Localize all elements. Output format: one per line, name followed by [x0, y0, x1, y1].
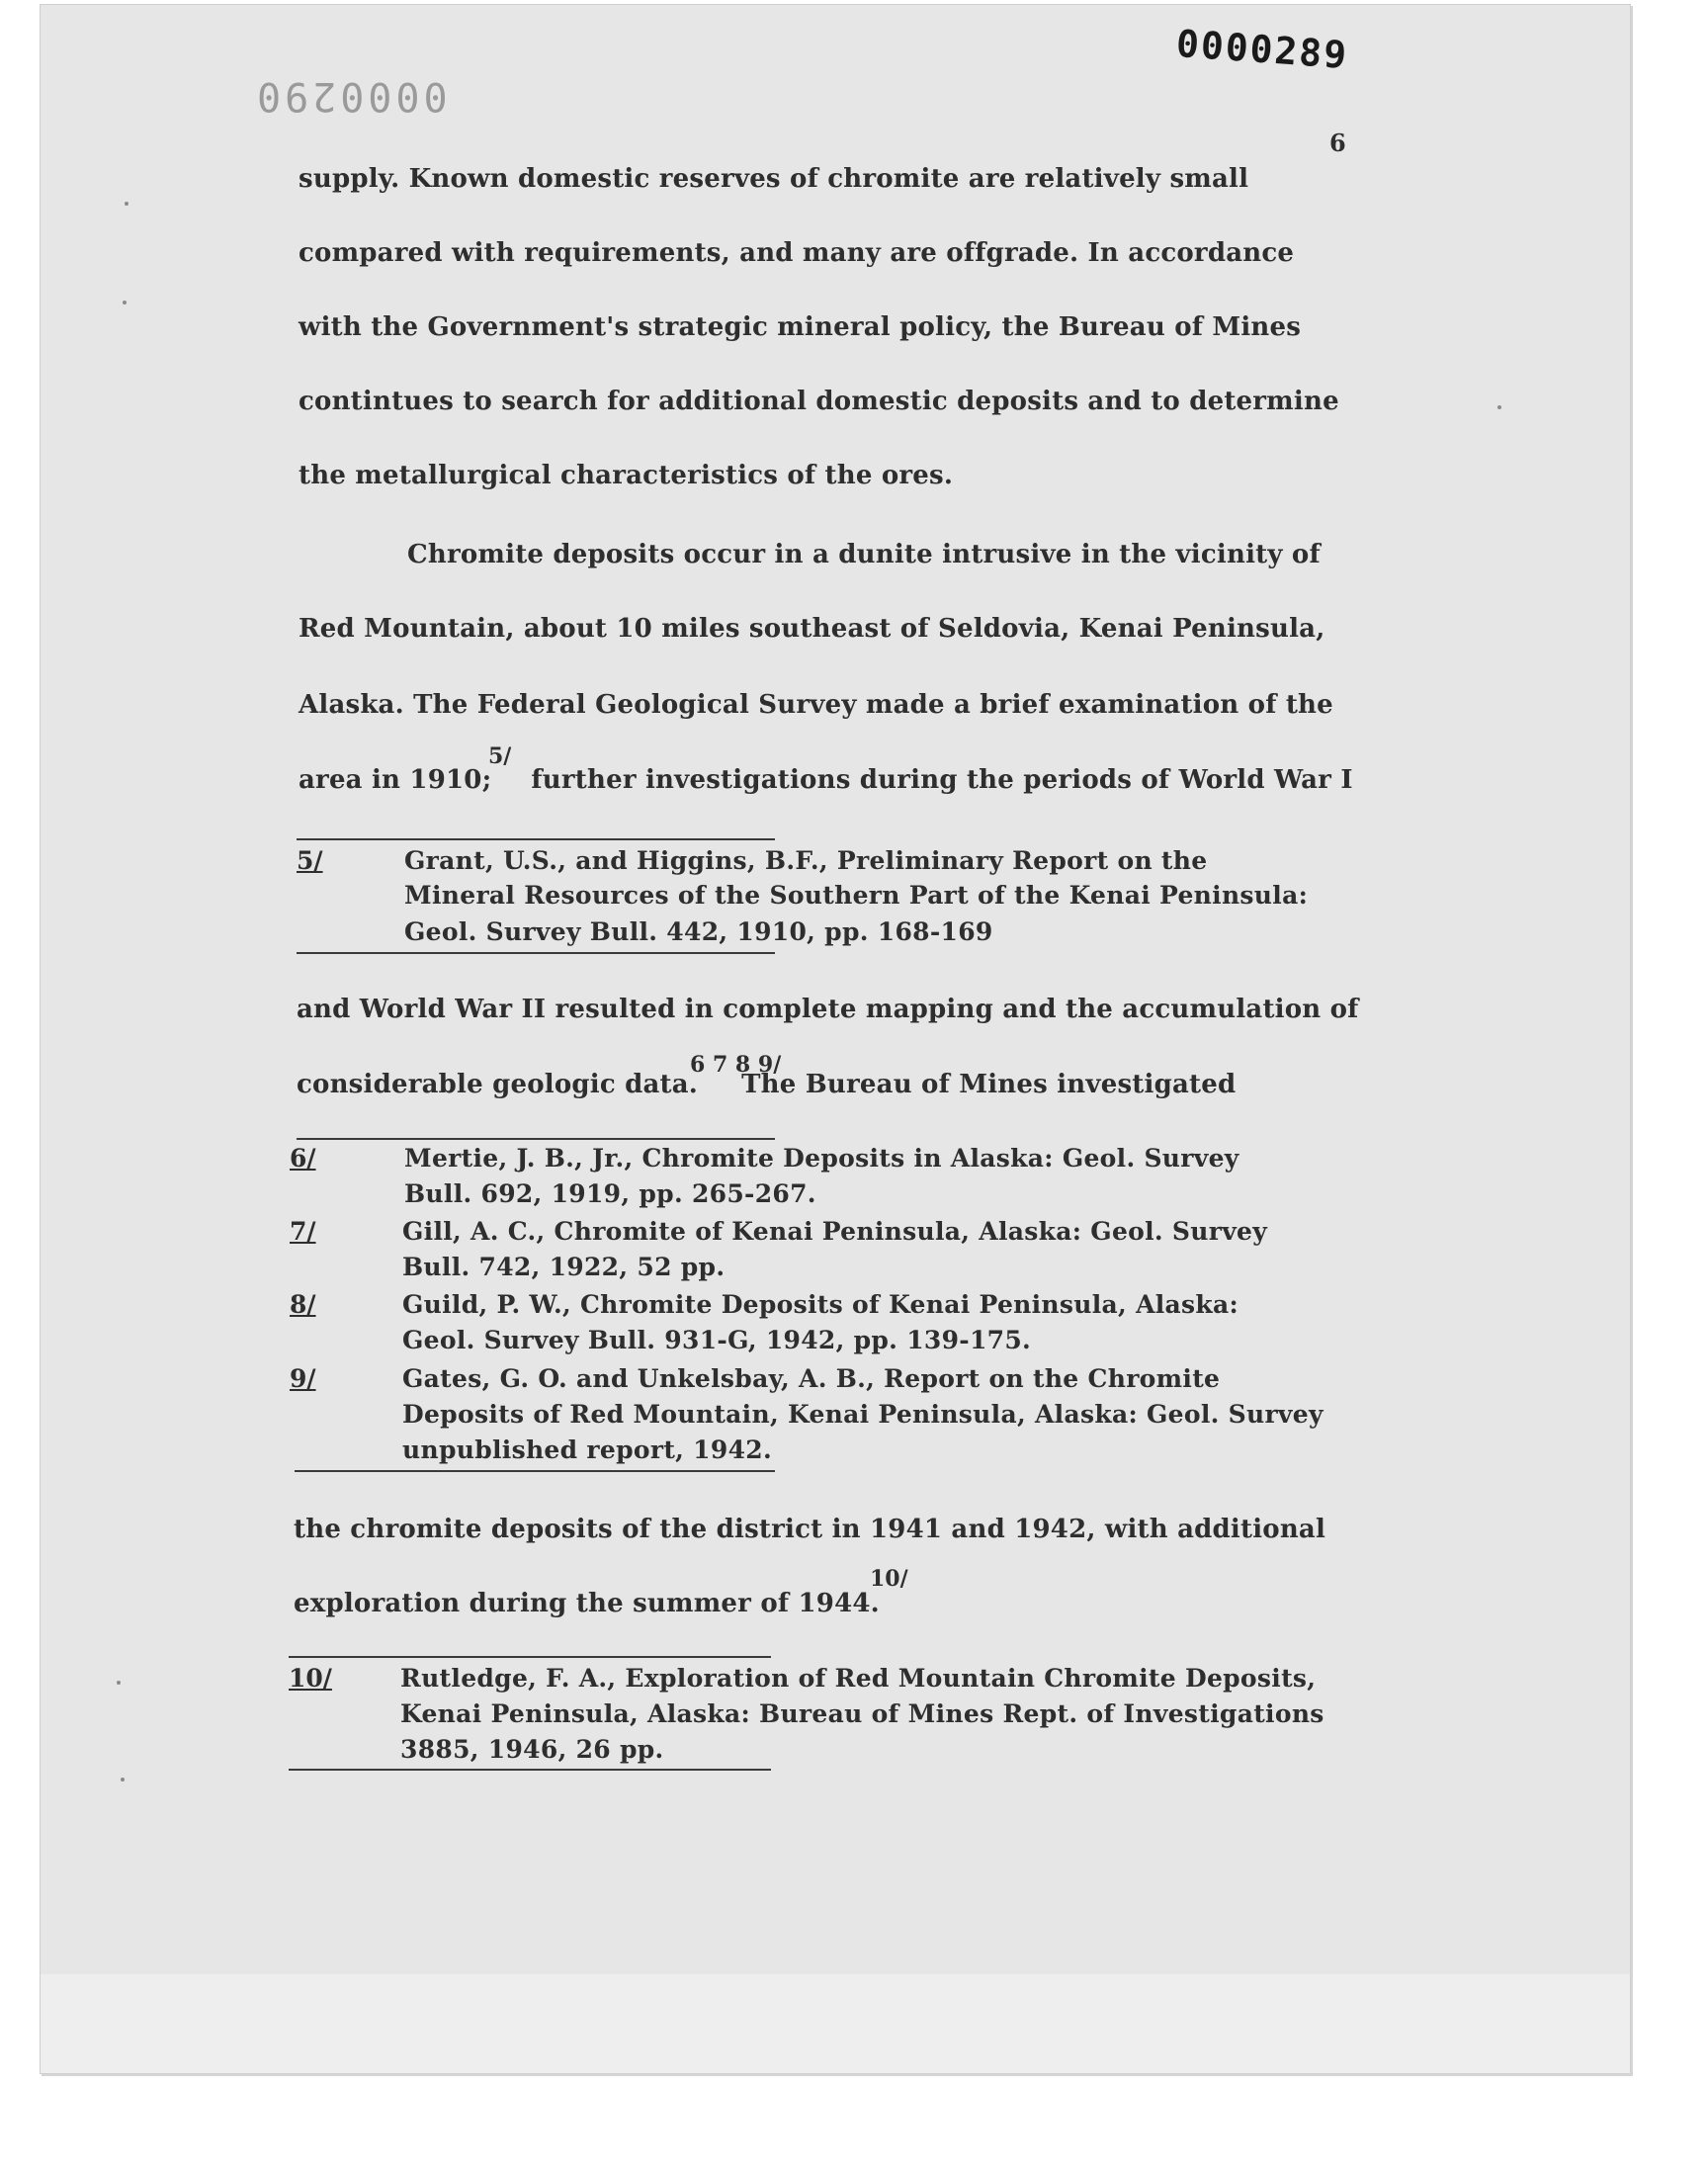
footnote-text: Bull. 742, 1922, 52 pp.	[402, 1253, 726, 1281]
body-text: area in 1910;	[299, 765, 492, 795]
body-line: exploration during the summer of 1944.	[294, 1589, 880, 1618]
body-line	[299, 765, 1353, 795]
body-text: considerable geologic data.	[297, 1070, 699, 1099]
body-line: contintues to search for additional domestic deposits and to determine	[299, 387, 1339, 416]
body-line: Alaska. The Federal Geological Survey made a brief examination of the	[299, 690, 1333, 720]
footnote-text: Gates, G. O. and Unkelsbay, A. B., Report on the Chromite	[402, 1364, 1221, 1393]
body-line: the chromite deposits of the district in 1941 and 1942, with additional	[294, 1515, 1326, 1544]
footnote-text: Mertie, J. B., Jr., Chromite Deposits in Alaska: Geol. Survey	[404, 1144, 1239, 1173]
footnote-text: Bull. 692, 1919, pp. 265-267.	[404, 1179, 816, 1208]
speck	[1497, 405, 1501, 409]
speck	[123, 301, 127, 304]
page-lower-shade	[41, 1974, 1630, 2073]
footnote-mark: 6/	[290, 1144, 316, 1173]
body-line: the metallurgical characteristics of the ores.	[299, 461, 954, 490]
footnote-rule	[297, 838, 775, 840]
body-text: The Bureau of Mines investigated	[741, 1070, 1237, 1099]
footnote-text: unpublished report, 1942.	[402, 1436, 772, 1464]
body-text: further investigations during the periods of World War I	[531, 765, 1353, 795]
footnote-text: Gill, A. C., Chromite of Kenai Peninsula, Alaska: Geol. Survey	[402, 1217, 1268, 1246]
body-line: compared with requirements, and many are offgrade. In accordance	[299, 238, 1295, 268]
footnote-text: Mineral Resources of the Southern Part of the Kenai Peninsula:	[404, 881, 1309, 910]
footnote-mark: 9/	[290, 1364, 316, 1393]
footnote-text: Guild, P. W., Chromite Deposits of Kenai Peninsula, Alaska:	[402, 1290, 1239, 1319]
footnote-text: Geol. Survey Bull. 931-G, 1942, pp. 139-175.	[402, 1326, 1032, 1354]
body-line: with the Government's strategic mineral policy, the Bureau of Mines	[299, 312, 1302, 342]
footnote-rule	[295, 1470, 775, 1472]
footnote-mark: 5/	[297, 846, 323, 875]
footnote-rule	[297, 952, 775, 954]
footnote-rule	[297, 1138, 775, 1140]
body-line: supply. Known domestic reserves of chromite are relatively small	[299, 164, 1249, 194]
speck	[117, 1681, 121, 1685]
footnote-text: Kenai Peninsula, Alaska: Bureau of Mines Rept. of Investigations	[400, 1699, 1324, 1728]
footnote-reference: 10/	[870, 1566, 908, 1592]
footnote-mark: 8/	[290, 1290, 316, 1319]
body-line: and World War II resulted in complete mapping and the accumulation of	[297, 995, 1359, 1024]
footnote-text: 3885, 1946, 26 pp.	[400, 1735, 664, 1764]
bates-number-stamp: 0000289	[1174, 21, 1350, 78]
speck	[121, 1778, 125, 1782]
footnote-reference: 6 7 8 9/	[690, 1052, 782, 1078]
body-line: Chromite deposits occur in a dunite intrusive in the vicinity of	[407, 540, 1321, 569]
footnote-mark: 7/	[290, 1217, 316, 1246]
footnote-text: Grant, U.S., and Higgins, B.F., Preliminary Report on the	[404, 846, 1208, 875]
footnote-text: Geol. Survey Bull. 442, 1910, pp. 168-169	[404, 917, 993, 946]
bleed-through-stamp: 0000290	[253, 73, 448, 119]
footnote-rule	[289, 1769, 771, 1771]
footnote-text: Rutledge, F. A., Exploration of Red Mountain Chromite Deposits,	[400, 1664, 1317, 1693]
footnote-text: Deposits of Red Mountain, Kenai Peninsula, Alaska: Geol. Survey	[402, 1400, 1324, 1429]
page-number: 6	[1329, 129, 1346, 157]
footnote-reference: 5/	[488, 743, 512, 769]
body-line: Red Mountain, about 10 miles southeast of Seldovia, Kenai Peninsula,	[299, 614, 1325, 644]
footnote-rule	[289, 1656, 771, 1658]
footnote-mark: 10/	[289, 1664, 332, 1693]
speck	[125, 202, 128, 206]
